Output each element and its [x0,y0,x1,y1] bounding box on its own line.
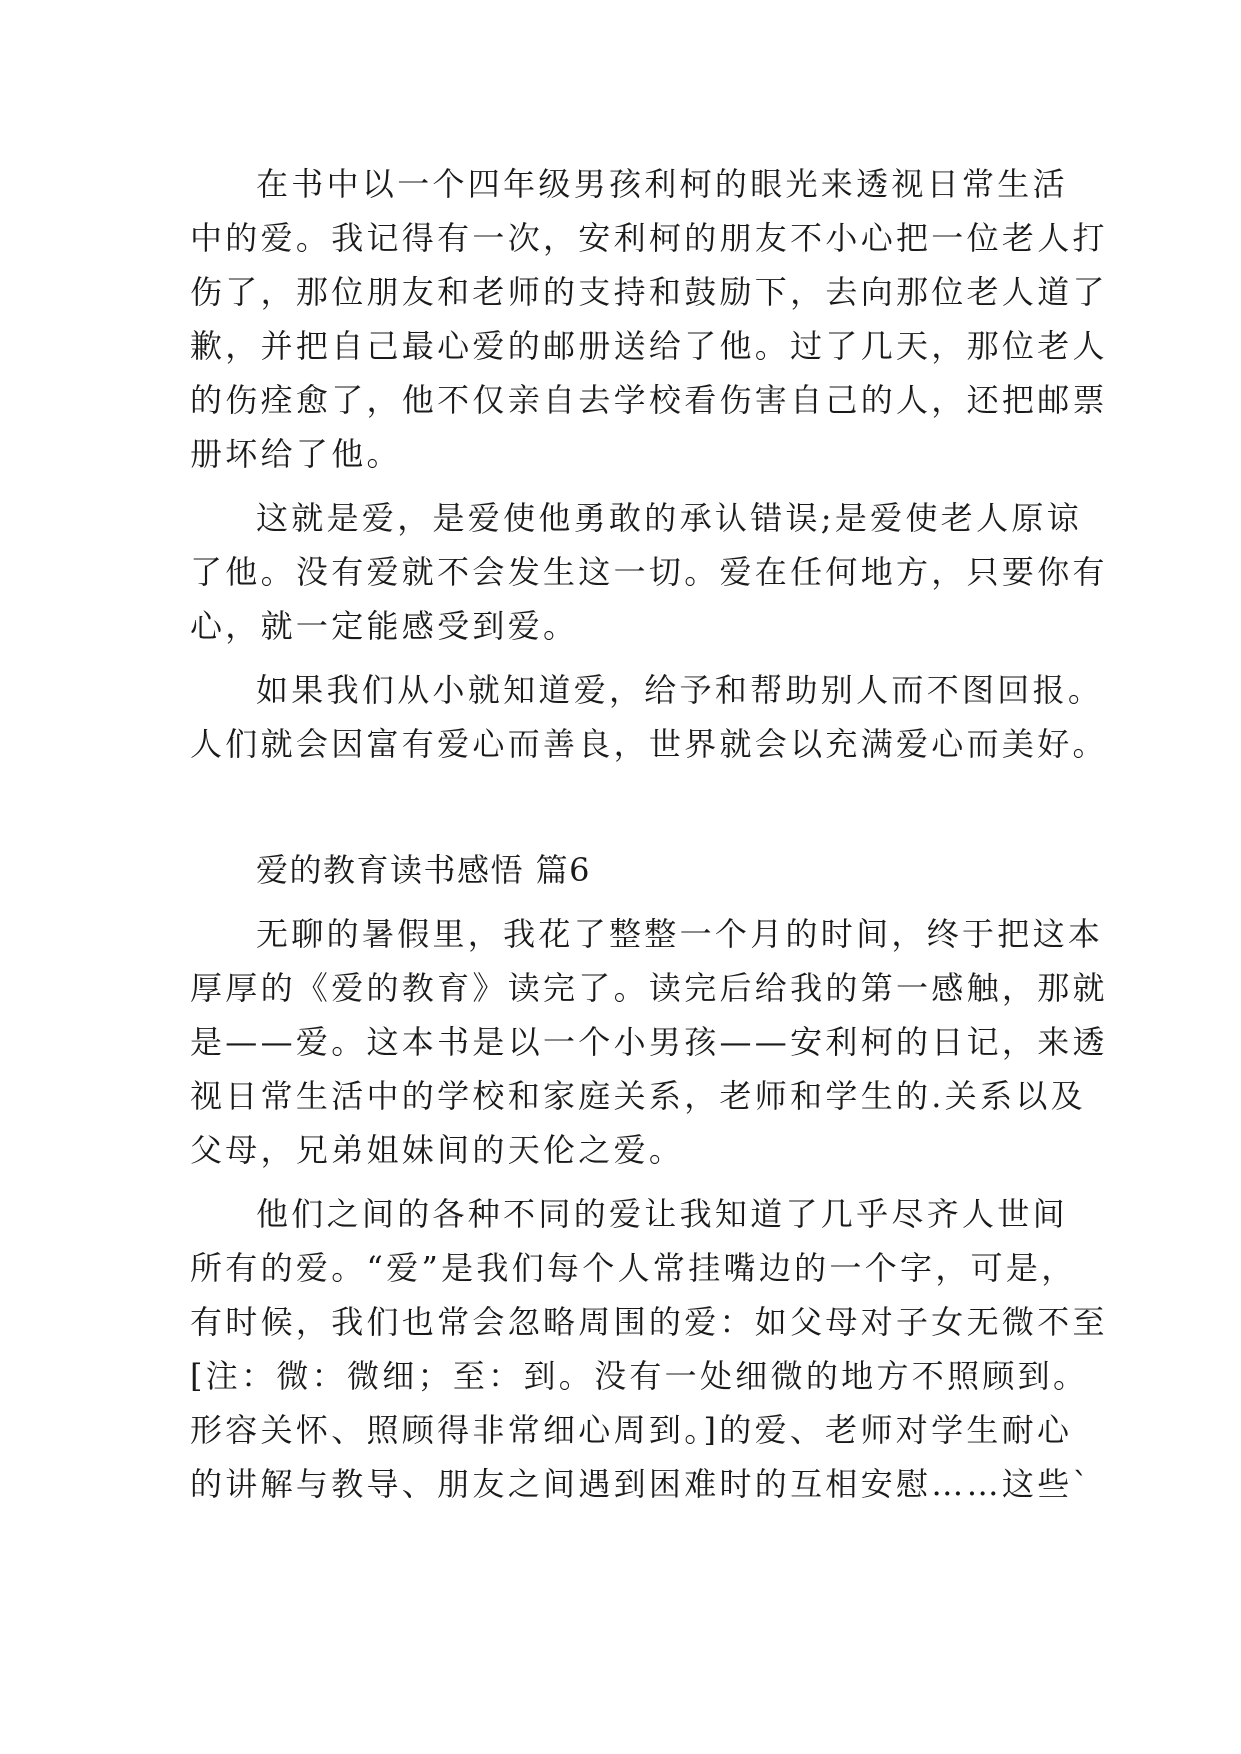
paragraph-line: 有时候，我们也常会忽略周围的爱：如父母对子女无微不至 [190,1303,1108,1341]
section-title: 爱的教育读书感悟 篇6 [256,851,592,889]
paragraph-line: 心，就一定能感受到爱。 [190,607,579,645]
paragraph-line: 的讲解与教导、朋友之间遇到困难时的互相安慰……这些` [190,1465,1092,1503]
paragraph-line: 歉，并把自己最心爱的邮册送给了他。过了几天，那位老人 [190,327,1108,365]
paragraph-line: 这就是爱，是爱使他勇敢的承认错误;是爱使老人原谅 [256,499,1082,537]
paragraph-line: 册坏给了他。 [190,435,402,473]
paragraph-line: 人们就会因富有爱心而善良，世界就会以充满爱心而美好。 [190,725,1108,763]
paragraph-line: 形容关怀、照顾得非常细心周到。]的爱、老师对学生耐心 [190,1411,1073,1449]
paragraph-line: 父母，兄弟姐妹间的天伦之爱。 [190,1131,685,1169]
paragraph-line: 厚厚的《爱的教育》读完了。读完后给我的第一感触，那就 [190,969,1108,1007]
paragraph-line: 无聊的暑假里，我花了整整一个月的时间，终于把这本 [256,915,1104,953]
paragraph-line: 伤了，那位朋友和老师的支持和鼓励下，去向那位老人道了 [190,273,1108,311]
paragraph-line: 视日常生活中的学校和家庭关系，老师和学生的.关系以及 [190,1077,1086,1115]
paragraph-line: 他们之间的各种不同的爱让我知道了几乎尽齐人世间 [256,1195,1068,1233]
paragraph-line: 所有的爱。“爱”是我们每个人常挂嘴边的一个字，可是， [190,1249,1077,1287]
paragraph-line: 了他。没有爱就不会发生这一切。爱在任何地方，只要你有 [190,553,1108,591]
paragraph-line: 的伤痊愈了，他不仅亲自去学校看伤害自己的人，还把邮票 [190,381,1108,419]
paragraph-line: 如果我们从小就知道爱，给予和帮助别人而不图回报。 [256,671,1104,709]
paragraph-line: [注：微：微细；至：到。没有一处细微的地方不照顾到。 [190,1357,1089,1395]
paragraph-line: 中的爱。我记得有一次，安利柯的朋友不小心把一位老人打 [190,219,1108,257]
paragraph-line: 是——爱。这本书是以一个小男孩——安利柯的日记，来透 [190,1023,1108,1061]
paragraph-line: 在书中以一个四年级男孩利柯的眼光来透视日常生活 [256,165,1068,203]
